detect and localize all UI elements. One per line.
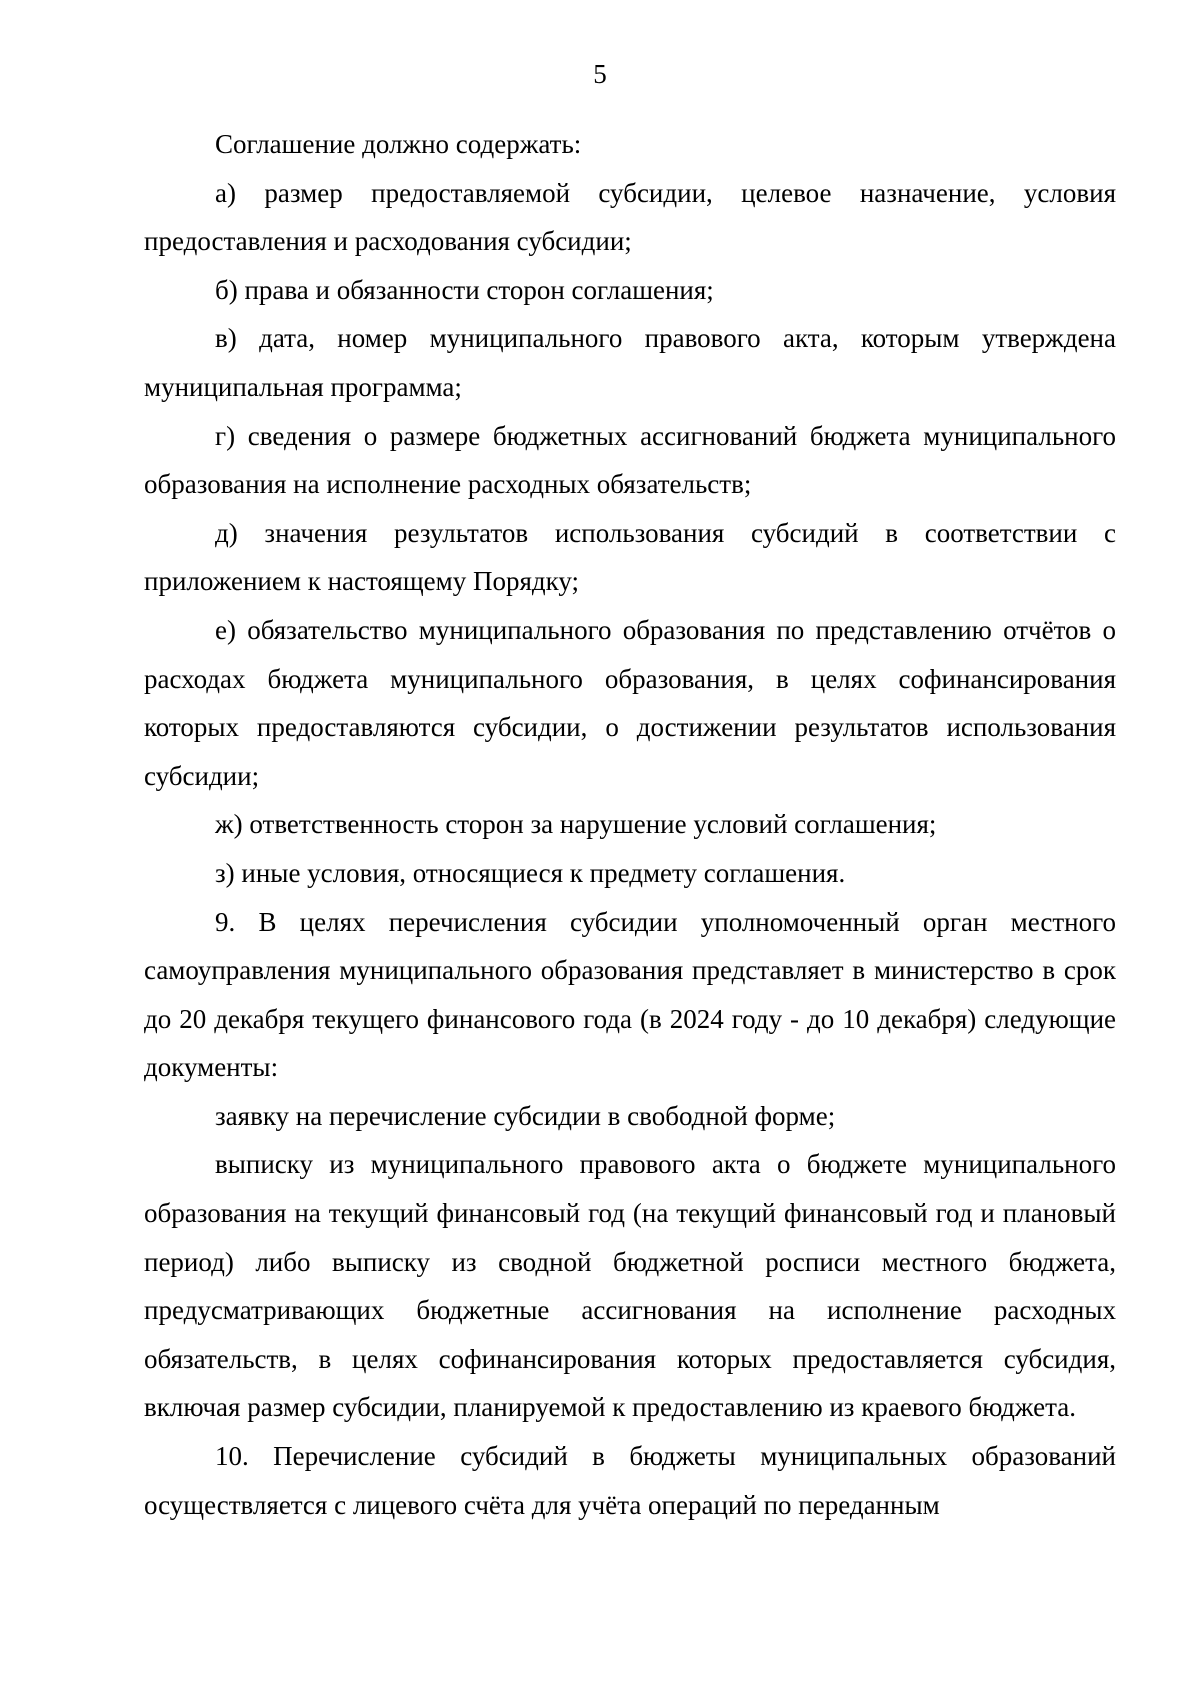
paragraph-section-10: 10. Перечисление субсидий в бюджеты муниципальных образований осуществляется с лицевого счёта для учёта операций по переданным <box>144 1441 1116 1520</box>
page-number: 5 <box>593 59 607 89</box>
paragraph-budget-extract: выписку из муниципального правового акта о бюджете муниципального образования на текущий финансовый год (на текущий финансовый год и плановый период) либо выписку из сводной бюджетной росписи местного бюджета, предусматривающих бюджетные ассигнования на исполнение расходных обязательств, в целях софинансирования которых предоставляется субсидия, включая размер субсидии, планируемой к предоставлению из краевого бюджета. <box>144 1149 1116 1423</box>
paragraph-item-e: е) обязательство муниципального образования по представлению отчётов о расходах бюджета муниципального образования, в целях софинансирования которых предоставляются субсидии, о достижении результатов использования субсидии; <box>144 614 1116 791</box>
paragraph-section-9: 9. В целях перечисления субсидии уполномоченный орган местного самоуправления муниципального образования представляет в министерство в срок до 20 декабря текущего финансового года (в 2024 году - до 10 декабря) следующие документы: <box>144 906 1116 1083</box>
paragraph-item-b: б) права и обязанности сторон соглашения; <box>215 274 714 305</box>
paragraph-application: заявку на перечисление субсидии в свободной форме; <box>215 1100 836 1131</box>
paragraph-item-a: а) размер предоставляемой субсидии, целевое назначение, условия предоставления и расходования субсидии; <box>144 177 1116 257</box>
paragraph-item-d: д) значения результатов использования субсидий в соответствии с приложением к настоящему Порядку; <box>144 517 1116 597</box>
document-body <box>144 120 1116 1529</box>
paragraph-item-g: г) сведения о размере бюджетных ассигнований бюджета муниципального образования на исполнение расходных обязательств; <box>144 420 1116 500</box>
paragraph-item-z: з) иные условия, относящиеся к предмету соглашения. <box>215 857 846 888</box>
paragraph-item-v: в) дата, номер муниципального правового акта, которым утверждена муниципальная программа; <box>144 323 1116 402</box>
paragraph-item-zh: ж) ответственность сторон за нарушение условий соглашения; <box>215 809 937 840</box>
paragraph-agreement-contents: Соглашение должно содержать: <box>215 129 582 159</box>
